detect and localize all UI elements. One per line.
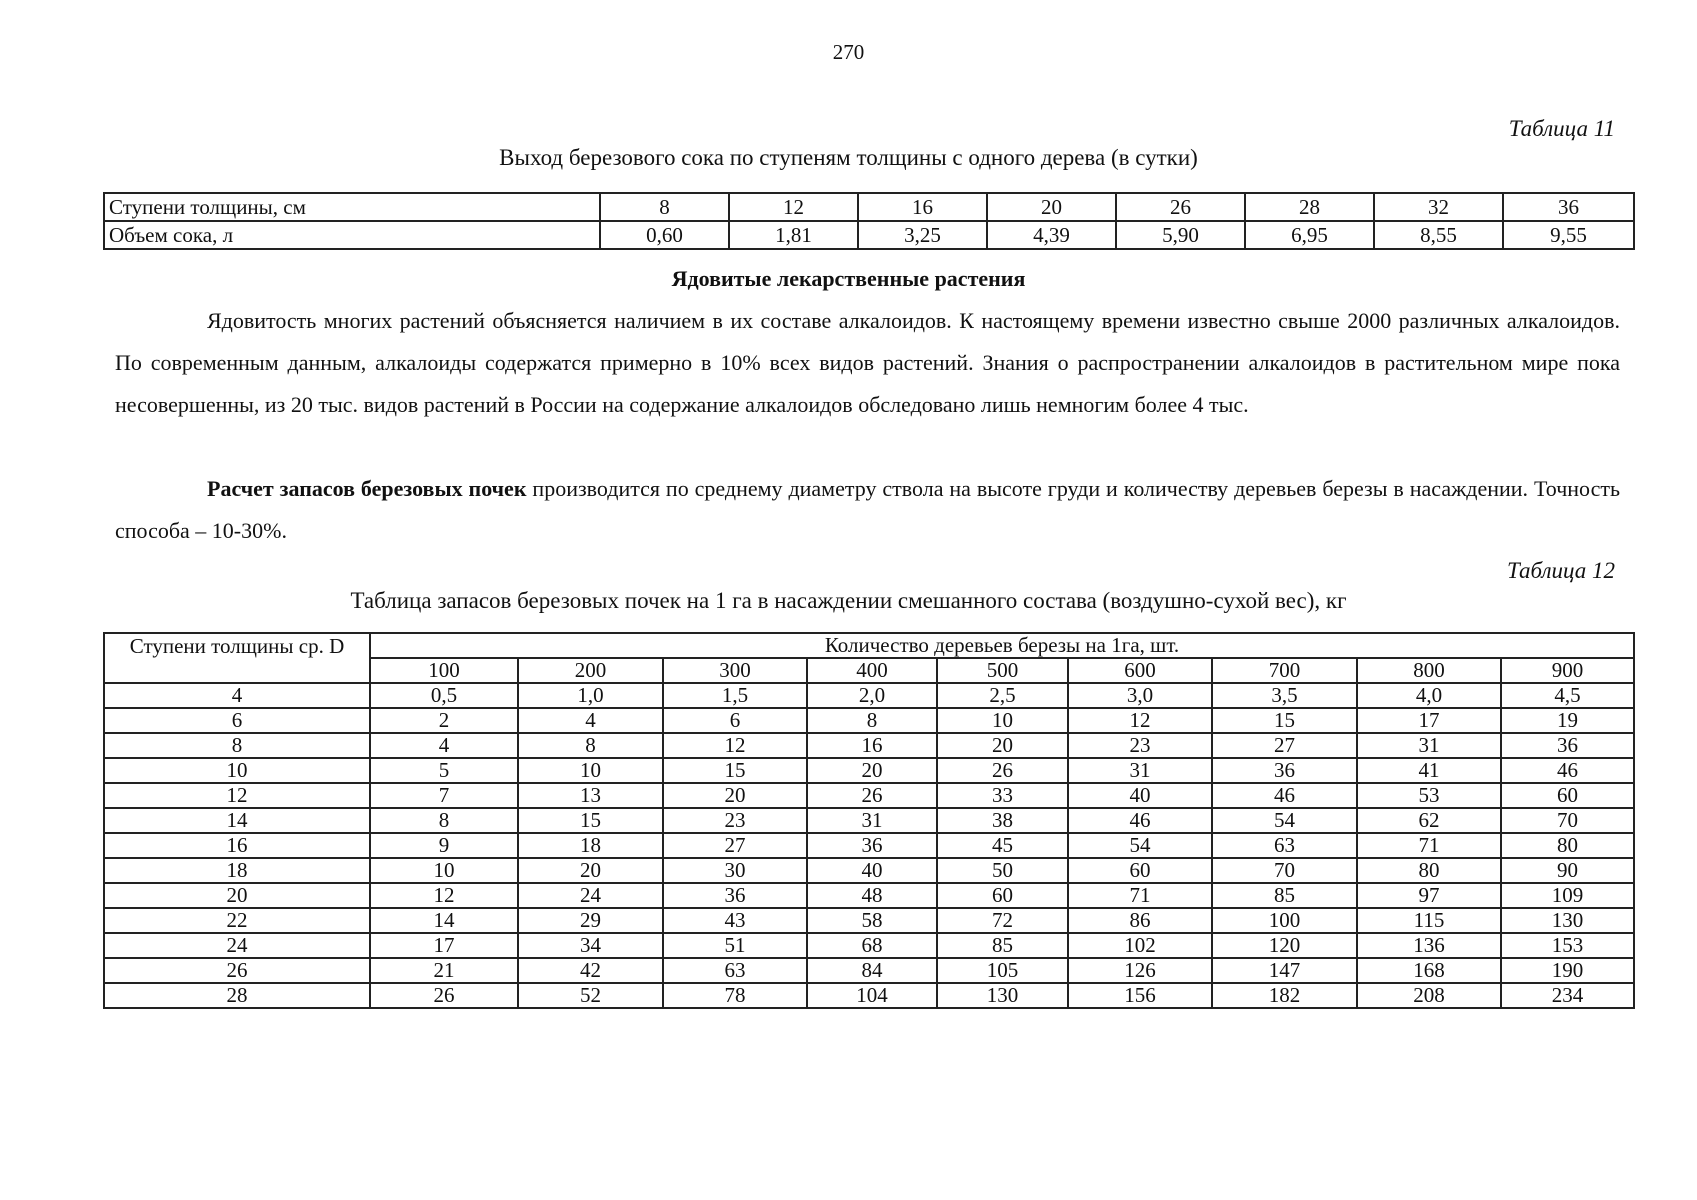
table-cell: 12 <box>370 883 518 908</box>
row-label: 6 <box>104 708 370 733</box>
table-cell: 126 <box>1068 958 1212 983</box>
paragraph-alkaloids <box>115 300 1620 426</box>
table-cell: 109 <box>1501 883 1634 908</box>
column-header: 200 <box>518 658 663 683</box>
table-cell: 9 <box>370 833 518 858</box>
birch-sap-table <box>103 192 1635 250</box>
table-cell: 3,5 <box>1212 683 1357 708</box>
table-cell: 8 <box>370 808 518 833</box>
row-label: 20 <box>104 883 370 908</box>
table-cell: 38 <box>937 808 1068 833</box>
table-cell: 12 <box>729 193 858 221</box>
table-cell: 48 <box>807 883 937 908</box>
paragraph-bud-reserves-text: производится по среднему диаметру ствола на высоте груди и количеству деревьев березы в насаждении. Точность способа – 10-30%. <box>115 476 1620 543</box>
table-cell: 36 <box>1503 193 1634 221</box>
table-row <box>104 808 1634 833</box>
table-row <box>104 908 1634 933</box>
table-cell: 33 <box>937 783 1068 808</box>
table-cell: 136 <box>1357 933 1501 958</box>
table-cell: 147 <box>1212 958 1357 983</box>
table-cell: 63 <box>663 958 807 983</box>
table-11-label: Таблица 11 <box>1508 116 1615 141</box>
table-cell: 10 <box>518 758 663 783</box>
table-cell: 60 <box>937 883 1068 908</box>
table-cell: 13 <box>518 783 663 808</box>
table-cell: 3,25 <box>858 221 987 249</box>
table-cell: 58 <box>807 908 937 933</box>
table-cell: 29 <box>518 908 663 933</box>
table-cell: 15 <box>1212 708 1357 733</box>
table-cell: 0,60 <box>600 221 729 249</box>
column-header: 500 <box>937 658 1068 683</box>
row-label: 28 <box>104 983 370 1008</box>
table-cell: 21 <box>370 958 518 983</box>
table-row <box>104 858 1634 883</box>
table-cell: 78 <box>663 983 807 1008</box>
table-12-caption: Таблица запасов березовых почек на 1 га в насаждении смешанного состава (воздушно-сухой вес), кг <box>350 588 1347 613</box>
table-cell: 31 <box>1068 758 1212 783</box>
table-cell: 8 <box>600 193 729 221</box>
table-cell: 8 <box>518 733 663 758</box>
table-cell: 190 <box>1501 958 1634 983</box>
table-cell: 26 <box>1116 193 1245 221</box>
row-label: 12 <box>104 783 370 808</box>
table-cell: 30 <box>663 858 807 883</box>
table-cell: 1,81 <box>729 221 858 249</box>
table-cell: 15 <box>518 808 663 833</box>
table-cell: 86 <box>1068 908 1212 933</box>
table-cell: 70 <box>1212 858 1357 883</box>
table-cell: 85 <box>937 933 1068 958</box>
table-cell: 53 <box>1357 783 1501 808</box>
table-cell: 18 <box>518 833 663 858</box>
table-cell: 36 <box>663 883 807 908</box>
table-row <box>104 221 1634 249</box>
table-cell: 234 <box>1501 983 1634 1008</box>
table-cell: 23 <box>663 808 807 833</box>
birch-buds-table <box>103 632 1635 1009</box>
table-cell: 71 <box>1068 883 1212 908</box>
table-row <box>104 983 1634 1008</box>
table-cell: 20 <box>807 758 937 783</box>
table-cell: 31 <box>1357 733 1501 758</box>
table-cell: 24 <box>518 883 663 908</box>
table-cell: 14 <box>370 908 518 933</box>
table-cell: 153 <box>1501 933 1634 958</box>
table-cell: 72 <box>937 908 1068 933</box>
row-label: 18 <box>104 858 370 883</box>
table-cell: 1,5 <box>663 683 807 708</box>
table-cell: 90 <box>1501 858 1634 883</box>
table-cell: 8 <box>807 708 937 733</box>
table-cell: 208 <box>1357 983 1501 1008</box>
table-cell: 60 <box>1501 783 1634 808</box>
table-header-row <box>104 633 1634 658</box>
row-label: 24 <box>104 933 370 958</box>
table-cell: 105 <box>937 958 1068 983</box>
row-label: 10 <box>104 758 370 783</box>
table-cell: 5,90 <box>1116 221 1245 249</box>
table-cell: 120 <box>1212 933 1357 958</box>
table-cell: 4 <box>370 733 518 758</box>
table-row <box>104 193 1634 221</box>
row-label: 26 <box>104 958 370 983</box>
table-cell: 46 <box>1501 758 1634 783</box>
row-label: 8 <box>104 733 370 758</box>
table-cell: 71 <box>1357 833 1501 858</box>
table-cell: 1,0 <box>518 683 663 708</box>
table-cell: 54 <box>1068 833 1212 858</box>
table-cell: 156 <box>1068 983 1212 1008</box>
table-cell: 20 <box>937 733 1068 758</box>
table-cell: 36 <box>1501 733 1634 758</box>
table-cell: 16 <box>807 733 937 758</box>
table-cell: 10 <box>370 858 518 883</box>
column-header: 300 <box>663 658 807 683</box>
table-cell: 62 <box>1357 808 1501 833</box>
table-cell: 2 <box>370 708 518 733</box>
table-cell: 45 <box>937 833 1068 858</box>
paragraph-alkaloids-text: Ядовитость многих растений объясняется наличием в их составе алкалоидов. К настоящему времени известно свыше 2000 различных алкалоидов. По современным данным, алкалоиды содержатся примерно в 10% всех видов растений. Знания о распространении алкалоидов в растительном мире пока несовершенны, из 20 тыс. видов растений в России на содержание алкалоидов обследовано лишь немногим более 4 тыс. <box>115 308 1620 417</box>
table-cell: 130 <box>937 983 1068 1008</box>
table-row <box>104 833 1634 858</box>
table-cell: 2,5 <box>937 683 1068 708</box>
table-cell: 51 <box>663 933 807 958</box>
table-cell: 40 <box>807 858 937 883</box>
table-cell: 43 <box>663 908 807 933</box>
table-cell: 31 <box>807 808 937 833</box>
table-cell: 115 <box>1357 908 1501 933</box>
group-header: Количество деревьев березы на 1га, шт. <box>370 633 1634 658</box>
table-cell: 36 <box>1212 758 1357 783</box>
table-cell: 54 <box>1212 808 1357 833</box>
table-cell: 28 <box>1245 193 1374 221</box>
table-cell: 36 <box>807 833 937 858</box>
row-label: 16 <box>104 833 370 858</box>
table-cell: 27 <box>663 833 807 858</box>
stub-header: Ступени толщины ср. D <box>104 633 370 683</box>
column-header: 600 <box>1068 658 1212 683</box>
table-cell: 7 <box>370 783 518 808</box>
table-cell: 8,55 <box>1374 221 1503 249</box>
birch-sap-table-body <box>104 193 1634 249</box>
page-number: 270 <box>832 40 865 64</box>
table-row <box>104 883 1634 908</box>
table-cell: 6 <box>663 708 807 733</box>
row-label: 14 <box>104 808 370 833</box>
paragraph-bud-reserves <box>115 468 1620 552</box>
table-cell: 46 <box>1212 783 1357 808</box>
table-cell: 17 <box>1357 708 1501 733</box>
table-row <box>104 783 1634 808</box>
table-cell: 0,5 <box>370 683 518 708</box>
table-12-label: Таблица 12 <box>1506 558 1615 583</box>
table-cell: 26 <box>937 758 1068 783</box>
table-cell: 68 <box>807 933 937 958</box>
table-row <box>104 708 1634 733</box>
table-cell: 168 <box>1357 958 1501 983</box>
table-row <box>104 933 1634 958</box>
table-cell: 130 <box>1501 908 1634 933</box>
table-cell: 4,39 <box>987 221 1116 249</box>
column-header: 800 <box>1357 658 1501 683</box>
table-cell: 84 <box>807 958 937 983</box>
table-cell: 26 <box>370 983 518 1008</box>
table-cell: 4,5 <box>1501 683 1634 708</box>
table-cell: 4 <box>518 708 663 733</box>
table-cell: 5 <box>370 758 518 783</box>
table-cell: 16 <box>858 193 987 221</box>
table-cell: 20 <box>987 193 1116 221</box>
table-cell: 40 <box>1068 783 1212 808</box>
table-cell: 32 <box>1374 193 1503 221</box>
table-cell: 27 <box>1212 733 1357 758</box>
table-cell: 46 <box>1068 808 1212 833</box>
column-header: 400 <box>807 658 937 683</box>
table-cell: 41 <box>1357 758 1501 783</box>
table-cell: 182 <box>1212 983 1357 1008</box>
table-cell: 34 <box>518 933 663 958</box>
table-cell: 52 <box>518 983 663 1008</box>
table-cell: 10 <box>937 708 1068 733</box>
birch-buds-table-body <box>104 633 1634 1008</box>
paragraph-bud-reserves-bold: Расчет запасов березовых почек <box>207 476 527 501</box>
table-cell: 19 <box>1501 708 1634 733</box>
table-cell: 97 <box>1357 883 1501 908</box>
table-cell: 12 <box>1068 708 1212 733</box>
table-cell: 70 <box>1501 808 1634 833</box>
row-label: 4 <box>104 683 370 708</box>
row-label: Объем сока, л <box>104 221 600 249</box>
table-cell: 20 <box>518 858 663 883</box>
table-cell: 17 <box>370 933 518 958</box>
column-header: 100 <box>370 658 518 683</box>
table-cell: 15 <box>663 758 807 783</box>
table-cell: 3,0 <box>1068 683 1212 708</box>
table-cell: 12 <box>663 733 807 758</box>
table-cell: 85 <box>1212 883 1357 908</box>
table-cell: 9,55 <box>1503 221 1634 249</box>
table-cell: 104 <box>807 983 937 1008</box>
table-cell: 80 <box>1357 858 1501 883</box>
table-cell: 42 <box>518 958 663 983</box>
table-cell: 102 <box>1068 933 1212 958</box>
table-cell: 100 <box>1212 908 1357 933</box>
table-row <box>104 683 1634 708</box>
table-cell: 60 <box>1068 858 1212 883</box>
column-header: 900 <box>1501 658 1634 683</box>
table-cell: 2,0 <box>807 683 937 708</box>
table-cell: 23 <box>1068 733 1212 758</box>
table-cell: 4,0 <box>1357 683 1501 708</box>
table-row <box>104 758 1634 783</box>
table-11-caption: Выход березового сока по ступеням толщины с одного дерева (в сутки) <box>499 145 1198 170</box>
row-label: 22 <box>104 908 370 933</box>
table-cell: 6,95 <box>1245 221 1374 249</box>
table-cell: 80 <box>1501 833 1634 858</box>
table-cell: 20 <box>663 783 807 808</box>
table-row <box>104 958 1634 983</box>
table-cell: 26 <box>807 783 937 808</box>
row-label: Ступени толщины, см <box>104 193 600 221</box>
column-header: 700 <box>1212 658 1357 683</box>
table-row <box>104 733 1634 758</box>
section-heading: Ядовитые лекарственные растения <box>671 266 1026 291</box>
table-cell: 50 <box>937 858 1068 883</box>
table-cell: 63 <box>1212 833 1357 858</box>
